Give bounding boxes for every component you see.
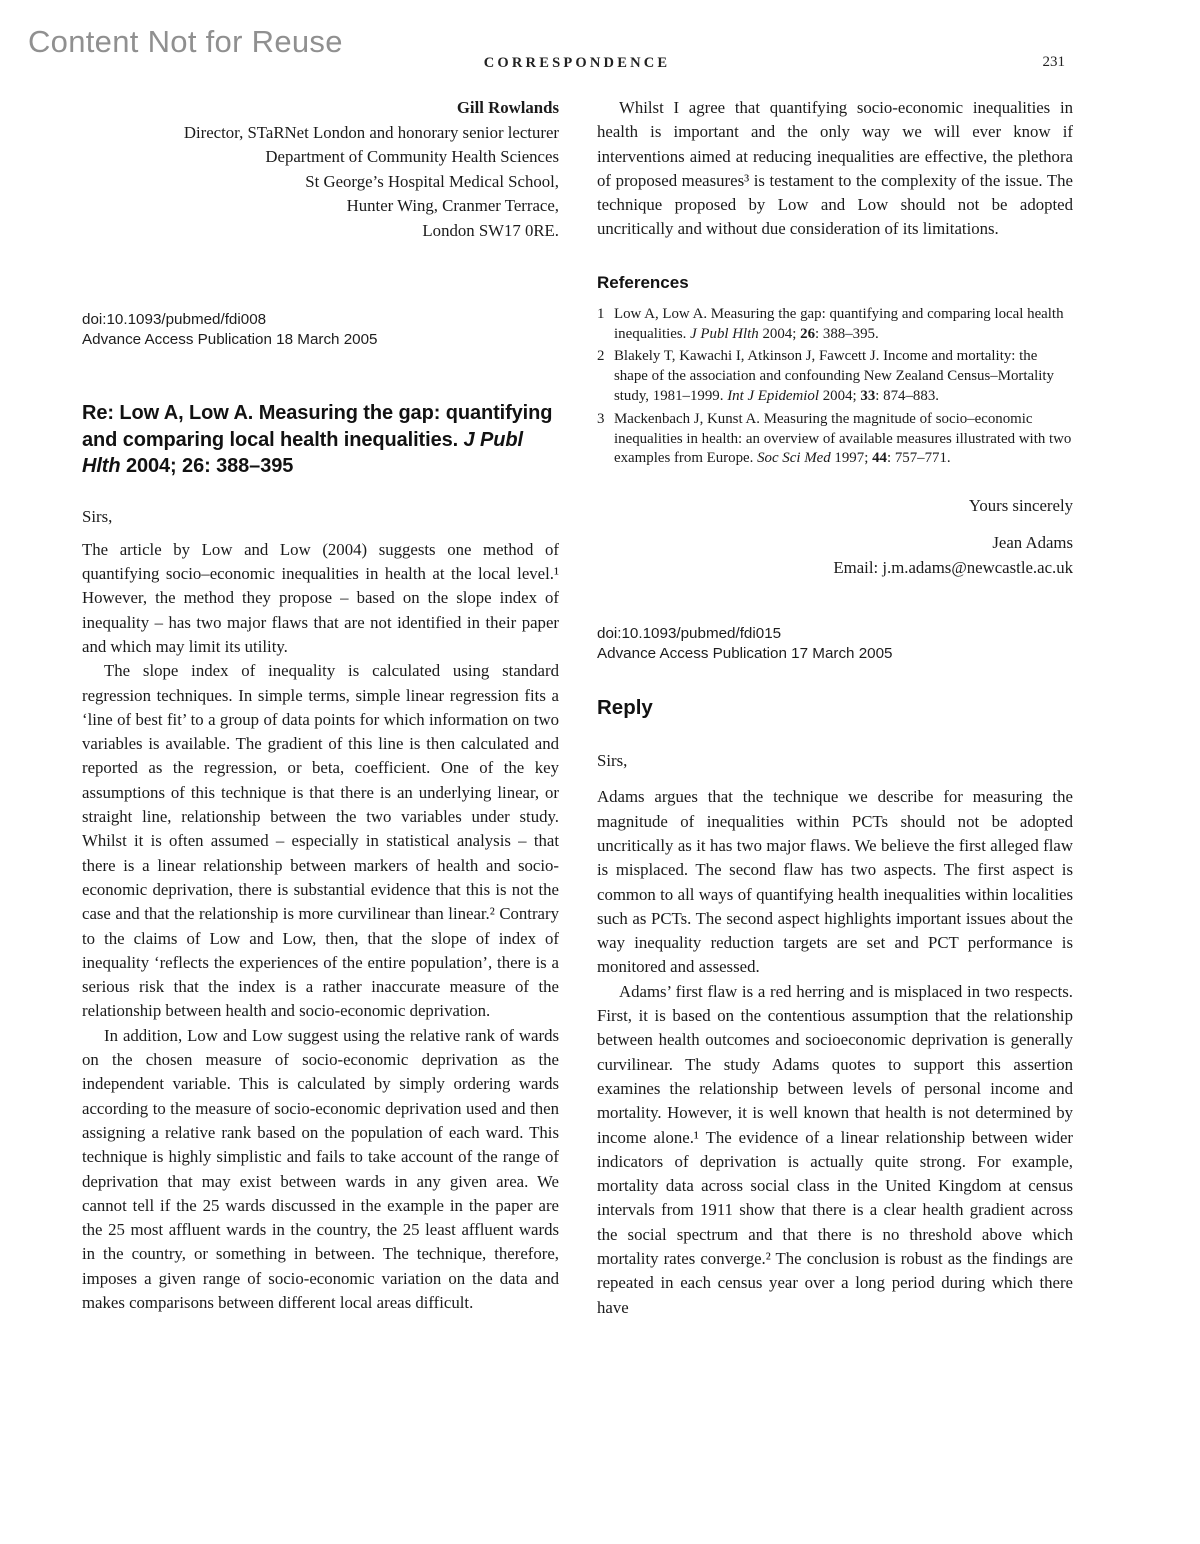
body-paragraph: In addition, Low and Low suggest using the relative rank of wards on the chosen measure of socio-economic deprivation as the independent variable. This is calculated by simply ordering wards according to the measure of socio-economic deprivation used and then assigning a relative rank based on the population of each ward. This technique is highly simplistic and fails to take account of the range of deprivation that may exist between wards in any given area. We cannot tell if the 25 wards discussed in the example in the paper are the 25 most affluent wards in the country, the 25 least affluent wards in the country, or something in between. The technique, therefore, imposes a given range of socio-economic variation on the data and makes comparisons between different local areas difficult. — [82, 1025, 559, 1312]
author-address-line: St George’s Hospital Medical School, — [305, 171, 559, 191]
reply-heading: Reply — [597, 696, 653, 720]
salutation: Sirs, — [82, 506, 113, 526]
doi-line: doi:10.1093/pubmed/fdi015 — [597, 625, 782, 643]
doi-block — [82, 310, 559, 349]
reference-item — [597, 347, 1073, 406]
reference-item — [597, 305, 1073, 345]
signer-name: Jean Adams — [992, 533, 1073, 553]
reply-paragraph: Adams argues that the technique we describe for measuring the magnitude of inequalities within PCTs should not be adopted uncritically as it has two major flaws. We believe the first alleged flaw is misplaced. The second flaw has two aspects. The first aspect is common to all ways of quantifying health inequalities within localities such as PCTs. The second aspect highlights important issues about the way inequality reduction targets are set and PCT performance is monitored and assessed. — [597, 787, 1073, 977]
references-heading: References — [597, 272, 689, 292]
body-paragraph: The article by Low and Low (2004) suggests one method of quantifying socio–economic inequalities in health at the local level.¹ However, the method they propose – based on the slope index of inequality – has two major flaws that are not identified in their paper and which may limit its utility. — [82, 539, 559, 656]
page-number: 231 — [1042, 54, 1065, 70]
reference-number: 3 — [597, 410, 605, 427]
reference-list — [597, 305, 1073, 469]
advance-access-line: Advance Access Publication 18 March 2005 — [82, 330, 378, 348]
body-paragraph: The slope index of inequality is calculated using standard regression techniques. In simple terms, simple linear regression fits a ‘line of best fit’ to a group of data points for which information on two variables is available. The gradient of this line is then calculated and reported as the regression, or beta, coefficient. One of the key assumptions of this technique is that there is an underlying linear, or straight line, relationship between the two variables under study. Whilst it is often assumed – especially in statistical analysis – that there is a linear relationship between markers of health and socio-economic deprivation, there is substantial evidence that this is not the case and that the relationship is more curvilinear than linear.² Contrary to the claims of Low and Low, then, that the slope of index of inequality ‘reflects the experiences of the entire population’, there is a serious risk that the index is a rather inaccurate measure of the relationship between health and socio-economic deprivation. — [82, 661, 559, 1021]
watermark-text: Content Not for Reuse — [28, 24, 343, 59]
reference-text: Mackenbach J, Kunst A. Measuring the magnitude of socio–economic inequalities in health: an overview of available measures illustrated with two examples from Europe. Soc Sci Med 1997; 44: 757–771. — [614, 410, 1072, 467]
author-byline — [82, 96, 559, 243]
reference-number: 2 — [597, 348, 605, 365]
advance-access-line: Advance Access Publication 17 March 2005 — [597, 644, 893, 662]
author-address-line: Director, STaRNet London and honorary senior lecturer — [183, 122, 559, 142]
reference-text: Low A, Low A. Measuring the gap: quantifying and comparing local health inequalities. J Publ Hlth 2004; 26: 388–395. — [614, 305, 1064, 342]
doi-block — [597, 624, 1073, 663]
running-head: CORRESPONDENCE — [483, 55, 671, 71]
valediction: Yours sincerely — [968, 496, 1073, 516]
author-address-line: Hunter Wing, Cranmer Terrace, — [346, 196, 559, 215]
doi-line: doi:10.1093/pubmed/fdi008 — [82, 311, 267, 328]
right-column — [597, 96, 1073, 1320]
left-column — [82, 96, 559, 1315]
author-address-line: London SW17 0RE. — [422, 220, 559, 240]
body-paragraph: Whilst I agree that quantifying socio-economic inequalities in health is important and the only way we will ever know if interventions aimed at reducing inequalities are effective, the plethora of proposed measures³ is testament to the complexity of the issue. The technique proposed by Low and Low should not be adopted uncritically and without due consideration of its limitations. — [597, 98, 1073, 239]
author-name: Gill Rowlands — [456, 98, 559, 117]
reply-paragraph: Adams’ first flaw is a red herring and is misplaced in two respects. First, it is based on the contentious assumption that the relationship between health outcomes and socioeconomic deprivation is generally curvilinear. The study Adams quotes to support this assertion examines the relationship between levels of personal income and mortality. However, it is well known that health is not determined by income alone.¹ The evidence of a linear relationship between wider indicators of deprivation is actually quite strong. For example, mortality data across social class in the United Kingdom at census intervals from 1911 show that there is a clear health gradient across the social spectrum and that there is no threshold above which mortality rates converge.² The conclusion is robust as the findings are repeated in each census year over a long period during which there have — [597, 981, 1073, 1317]
reply-salutation: Sirs, — [597, 751, 628, 771]
signoff-block — [597, 494, 1073, 580]
signer-email: Email: j.m.adams@newcastle.ac.uk — [833, 557, 1073, 577]
reference-item — [597, 410, 1073, 469]
article-title: Re: Low A, Low A. Measuring the gap: quantifying and comparing local health inequalities. J Publ Hlth 2004; 26: 388–395 — [82, 402, 553, 477]
reference-number: 1 — [597, 305, 605, 322]
reference-text: Blakely T, Kawachi I, Atkinson J, Fawcett J. Income and mortality: the shape of the association and confounding New Zealand Census–Mortality study, 1981–1999. Int J Epidemiol 2004; 33: 874–883. — [614, 348, 1054, 404]
author-address-line: Department of Community Health Sciences — [265, 147, 559, 166]
